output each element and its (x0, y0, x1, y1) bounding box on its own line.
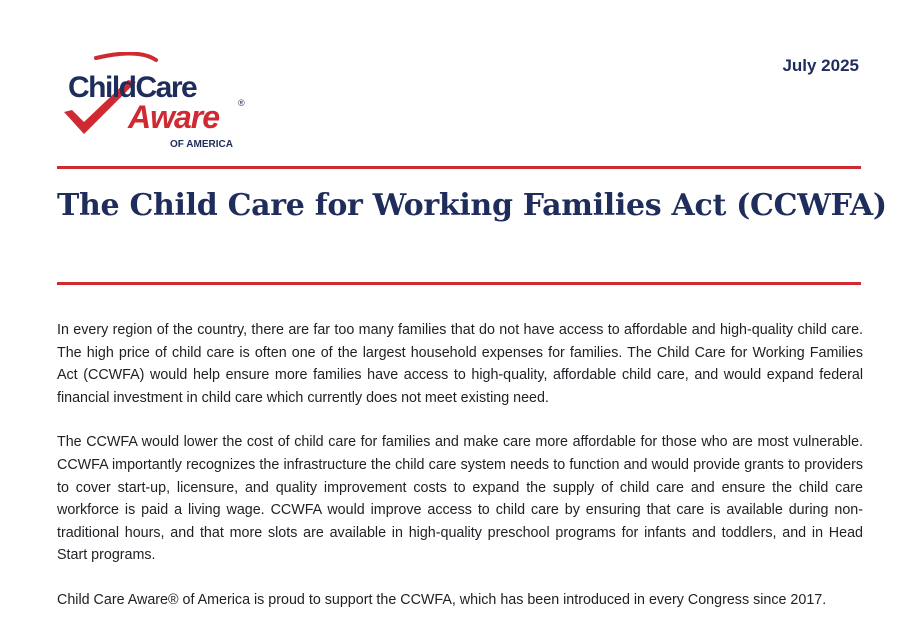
bottom-divider (57, 282, 861, 285)
checkmark-logo-icon (58, 52, 258, 152)
paragraph-intro: In every region of the country, there are far too many families that do not have access to affordable and high-quality child care. The high price of child care is often one of the largest household expenses for families. The Child Care for Working Families Act (CCWFA) would help ensure more families have access to high-quality, affordable child care, and would expand federal financial investment in child care which currently does not meet existing need. (57, 322, 863, 406)
paragraph-support: Child Care Aware® of America is proud to support the CCWFA, which has been introduced in every Congress since 2017. (57, 591, 827, 608)
document-title: The Child Care for Working Families Act (CCWFA) (57, 188, 887, 223)
logo-aware-text: Aware (128, 99, 220, 135)
logo-of-america-text: OF AMERICA (170, 139, 233, 150)
organization-logo (58, 52, 258, 152)
document-date: July 2025 (782, 56, 859, 75)
paragraph-details: The CCWFA would lower the cost of child care for families and make care more affordable for those who are most vulnerable. CCWFA importantly recognizes the infrastructure the child care system needs to function and would provide grants to providers to cover start-up, licensure, and quality improvement costs to expand the supply of child care and ensure the child care workforce is paid a living wage. CCWFA would improve access to child care by ensuring that care is available during non-traditional hours, and that more slots are available in high-quality preschool programs for infants and toddlers, and in Head Start programs. (57, 434, 863, 564)
logo-childcare-text: ChildCare (68, 71, 197, 104)
document-body (57, 319, 863, 634)
top-divider (57, 166, 861, 169)
logo-registered-mark: ® (238, 98, 245, 108)
